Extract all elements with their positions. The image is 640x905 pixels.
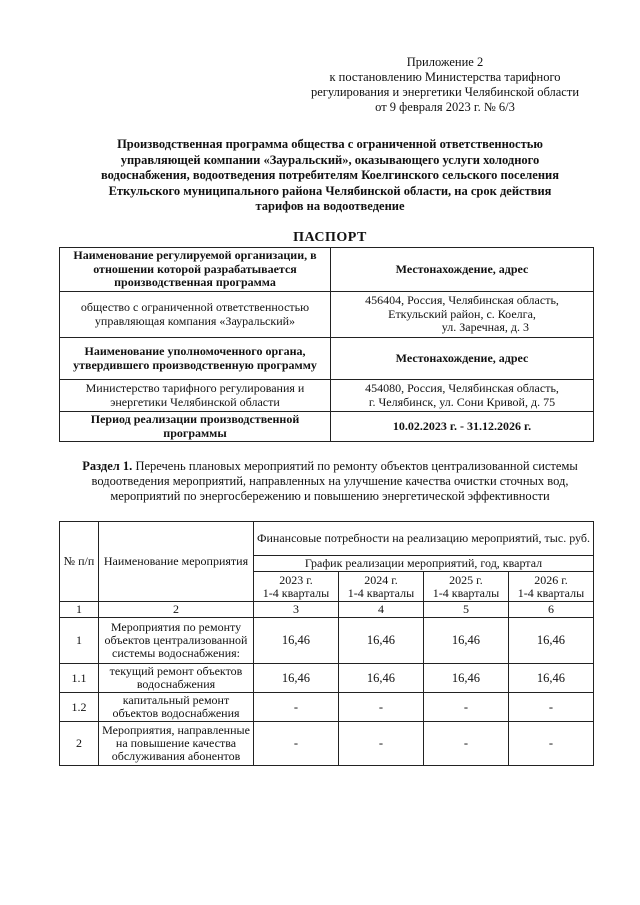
index-cell: 4	[338, 602, 423, 618]
index-cell: 2	[99, 602, 254, 618]
row-num: 1.1	[60, 664, 99, 693]
period-header-cell: Период реализации производственной программы	[60, 412, 331, 442]
passport-heading: ПАСПОРТ	[293, 230, 367, 245]
appendix-line: Приложение 2	[406, 55, 484, 69]
authority-header-cell: Наименование уполномоченного органа, утвердившего производственную программу	[60, 338, 331, 380]
year-header: 2026 г. 1-4 кварталы	[508, 572, 593, 602]
org-address-cell	[331, 292, 594, 338]
title-line: Производственная программа общества с ограниченной ответственностью	[117, 137, 543, 151]
index-row	[60, 602, 594, 618]
appendix-line: к постановлению Министерства тарифного	[329, 70, 561, 84]
title-line: Еткульского муниципального района Челябинской области, на срок действия	[108, 183, 552, 198]
row-value: -	[508, 722, 593, 766]
row-value: -	[508, 693, 593, 722]
row-name: Мероприятия по ремонту объектов централизованной системы водоснабжения:	[99, 618, 254, 664]
section-label: Раздел 1.	[82, 459, 133, 473]
period-value-cell: 10.02.2023 г. - 31.12.2026 г.	[331, 412, 594, 442]
year-header: 2025 г. 1-4 кварталы	[423, 572, 508, 602]
title-line: управляющей компании «Зауральский», оказывающего услуги холодного	[120, 152, 540, 167]
authority-name-cell: Министерство тарифного регулирования и энергетики Челябинской области	[60, 380, 331, 412]
col-name-header: Наименование мероприятия	[99, 522, 254, 602]
org-address-line: ул. Заречная, д. 3	[441, 320, 529, 335]
row-value: -	[423, 693, 508, 722]
appendix-block	[290, 55, 600, 115]
finance-table	[59, 521, 594, 766]
finance-header: Финансовые потребности на реализацию мероприятий, тыс. руб.	[254, 522, 594, 556]
row-value: 16,46	[508, 664, 593, 693]
table-row	[60, 693, 594, 722]
row-num: 2	[60, 722, 99, 766]
row-value: -	[423, 722, 508, 766]
row-name: капитальный ремонт объектов водоснабжения	[99, 693, 254, 722]
col-num-header: № п/п	[60, 522, 99, 602]
authority-address-line: 454080, Россия, Челябинская область,	[365, 381, 559, 395]
org-name-cell: общество с ограниченной ответственностью управляющая компания «Зауральский»	[60, 292, 331, 338]
row-value: 16,46	[338, 618, 423, 664]
row-value: -	[254, 693, 339, 722]
row-value: 16,46	[254, 618, 339, 664]
authority-location-header-cell: Местонахождение, адрес	[331, 338, 594, 380]
org-address-line: Еткульский район, с. Коелга,	[388, 306, 536, 321]
year-header: 2024 г. 1-4 кварталы	[338, 572, 423, 602]
location-header-cell: Местонахождение, адрес	[331, 248, 594, 292]
row-value: 16,46	[508, 618, 593, 664]
row-value: -	[338, 693, 423, 722]
title-line: водоснабжения, водоотведения потребителям Коелгинского сельского поселения	[100, 168, 559, 182]
index-cell: 5	[423, 602, 508, 618]
row-value: -	[254, 722, 339, 766]
row-value: 16,46	[423, 618, 508, 664]
authority-address-line: г. Челябинск, ул. Сони Кривой, д. 75	[368, 394, 556, 409]
schedule-header: График реализации мероприятий, год, квартал	[254, 556, 594, 572]
index-cell: 1	[60, 602, 99, 618]
org-header-cell: Наименование регулируемой организации, в отношении которой разрабатывается производственная программа	[60, 248, 331, 292]
table-row	[60, 618, 594, 664]
table-row	[60, 722, 594, 766]
title-line: тарифов на водоотведение	[255, 199, 405, 213]
row-value: 16,46	[338, 664, 423, 693]
org-address-line: 456404, Россия, Челябинская область,	[365, 293, 559, 308]
row-value: -	[338, 722, 423, 766]
document-title	[60, 137, 600, 215]
row-num: 1	[60, 618, 99, 664]
row-name: текущий ремонт объектов водоснабжения	[99, 664, 254, 693]
section-heading	[60, 459, 600, 504]
row-value: 16,46	[254, 664, 339, 693]
row-num: 1.2	[60, 693, 99, 722]
passport-table	[59, 247, 594, 442]
year-header: 2023 г. 1-4 кварталы	[254, 572, 339, 602]
row-name: Мероприятия, направленные на повышение качества обслуживания абонентов	[99, 722, 254, 766]
section-text: Перечень плановых мероприятий по ремонту объектов централизованной системы водоотведения мероприятий, направленных на улучшение качества очистки сточных вод, мероприятий по энергосбережению и повышению энергетической эффективности	[91, 459, 578, 503]
appendix-line: от 9 февраля 2023 г. № 6/3	[375, 100, 515, 114]
row-value: 16,46	[423, 664, 508, 693]
authority-address-cell	[331, 380, 594, 412]
index-cell: 6	[508, 602, 593, 618]
appendix-line: регулирования и энергетики Челябинской области	[310, 85, 580, 99]
index-cell: 3	[254, 602, 339, 618]
table-row	[60, 664, 594, 693]
